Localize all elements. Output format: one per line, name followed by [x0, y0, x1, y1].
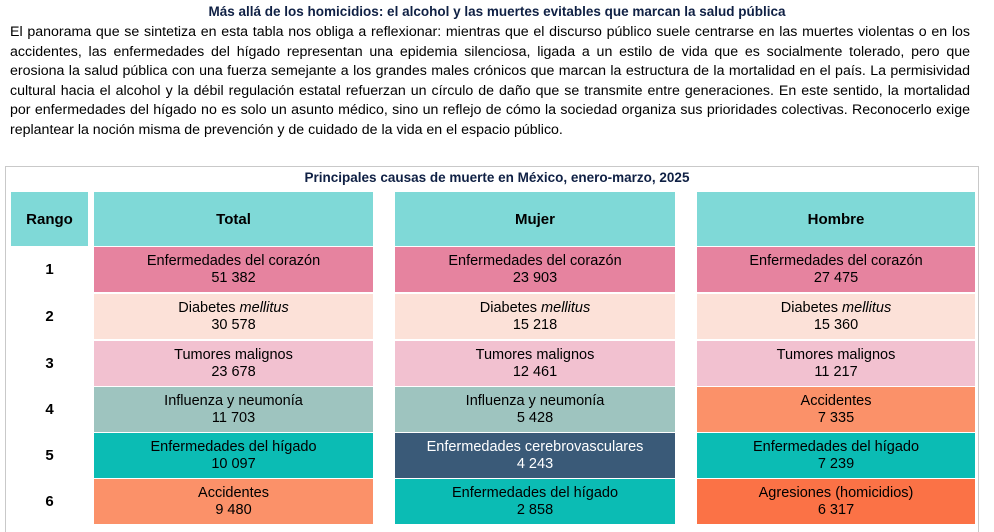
hombre-cell-tumores — [697, 341, 975, 386]
cause-label: Enfermedades del corazón — [749, 252, 923, 269]
cause-label: Enfermedades cerebrovasculares — [426, 438, 644, 455]
cause-value: 10 097 — [211, 455, 256, 472]
cause-label: Tumores malignos — [174, 346, 293, 363]
hombre-cell-higado — [697, 433, 975, 478]
hombre-cell-agresiones — [697, 479, 975, 524]
cause-value: 9 480 — [215, 501, 252, 518]
cause-label: Enfermedades del hígado — [150, 438, 317, 455]
cause-value: 15 360 — [813, 316, 859, 333]
header-hombre: Hombre — [697, 192, 975, 246]
rank-cell: 2 — [45, 308, 54, 325]
cause-label: Diabetes mellitus — [479, 299, 591, 316]
mujer-cell-diabetes — [395, 294, 675, 339]
cause-value: 27 475 — [813, 269, 859, 286]
cause-value: 4 243 — [516, 455, 554, 472]
cause-label: Accidentes — [800, 392, 872, 409]
cause-value: 30 578 — [211, 316, 256, 333]
mujer-cell-cerebrovasculares — [395, 433, 675, 478]
cause-value: 7 239 — [817, 455, 855, 472]
cause-label: Diabetes mellitus — [178, 299, 289, 316]
cause-value: 5 428 — [516, 409, 554, 426]
cause-label: Enfermedades del corazón — [146, 252, 321, 269]
cause-value: 12 461 — [512, 363, 558, 380]
hombre-cell-accidentes — [697, 387, 975, 432]
cause-value: 11 703 — [211, 409, 256, 426]
cause-label: Accidentes — [198, 484, 269, 501]
cause-label: Enfermedades del hígado — [451, 484, 619, 501]
rank-cell: 6 — [45, 493, 54, 510]
rank-cell: 3 — [45, 355, 54, 372]
hombre-cell-corazon — [697, 247, 975, 292]
total-cell-influenza — [94, 387, 373, 432]
article-paragraph: El panorama que se sintetiza en esta tabla nos obliga a reflexionar: mientras que el discurso público suele centrarse en las muertes violentas o en los accidentes, las enfermedades del hígado representan una epidemia silenciosa, ligada a un estilo de vida que es socialmente tolerado, pero que erosiona la salud pública con una fuerza semejante a los grandes males crónicos que marcan la estructura de la mortalidad en el país. La permisividad cultural hacia el alcohol y la débil regulación estatal refuerzan un círculo de daño que se transmite entre generaciones. En este sentido, la mortalidad por enfermedades del hígado no es solo un asunto médico, sino un reflejo de cómo la sociedad organiza sus prioridades colectivas. Reconocerlo exige replantear la noción misma de prevención y de cuidado de la vida en el espacio público. — [10, 24, 970, 138]
rank-cell: 5 — [45, 447, 54, 464]
cause-value: 2 858 — [516, 501, 554, 518]
total-cell-higado — [94, 433, 373, 478]
cause-value: 7 335 — [817, 409, 855, 426]
cause-label: Influenza y neumonía — [164, 392, 303, 409]
header-mujer: Mujer — [395, 192, 675, 246]
cause-label: Enfermedades del corazón — [448, 252, 622, 269]
cause-label: Agresiones (homicidios) — [758, 484, 914, 501]
cause-value: 23 903 — [512, 269, 558, 286]
rank-cell: 4 — [45, 401, 54, 418]
cause-label: Tumores malignos — [475, 346, 595, 363]
cause-label: Enfermedades del hígado — [752, 438, 920, 455]
total-cell-accidentes — [94, 479, 373, 524]
cause-value: 11 217 — [814, 363, 858, 380]
mujer-cell-higado — [395, 479, 675, 524]
cause-label: Tumores malignos — [776, 346, 896, 363]
cause-value: 23 678 — [211, 363, 256, 380]
total-cell-corazon — [94, 247, 373, 292]
hombre-cell-diabetes — [697, 294, 975, 339]
cause-label: Diabetes mellitus — [780, 299, 892, 316]
rank-cell: 1 — [45, 261, 54, 278]
mujer-cell-tumores — [395, 341, 675, 386]
cause-value: 6 317 — [817, 501, 855, 518]
mujer-cell-corazon — [395, 247, 675, 292]
mujer-cell-influenza — [395, 387, 675, 432]
table-title: Principales causas de muerte en México, enero-marzo, 2025 — [304, 170, 690, 185]
header-total: Total — [94, 192, 373, 246]
header-rango: Rango — [11, 192, 88, 246]
article-heading: Más allá de los homicidios: el alcohol y las muertes evitables que marcan la salud pública — [208, 4, 786, 19]
cause-value: 15 218 — [512, 316, 558, 333]
total-cell-diabetes — [94, 294, 373, 339]
cause-label: Influenza y neumonía — [465, 392, 605, 409]
total-cell-tumores — [94, 341, 373, 386]
cause-value: 51 382 — [211, 269, 256, 286]
